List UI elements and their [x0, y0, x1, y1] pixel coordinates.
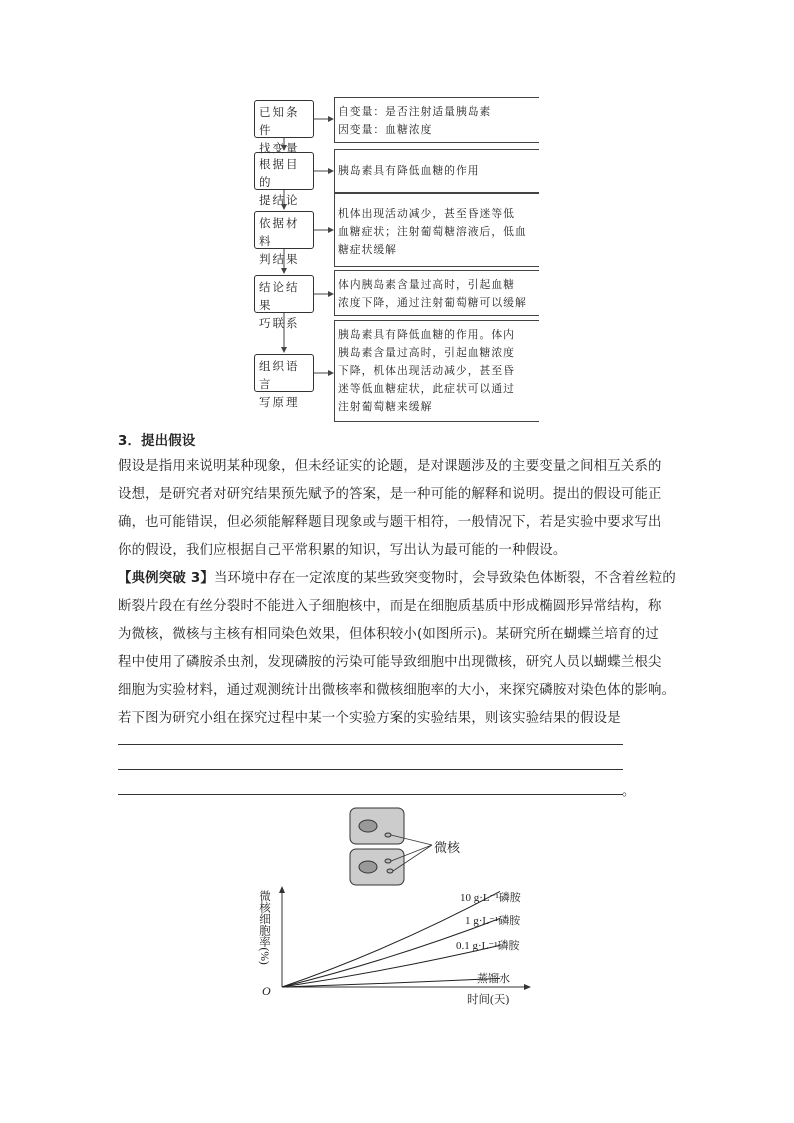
flow-step-5-line: 注射葡萄糖来缓解: [338, 400, 433, 413]
flow-step-5-line: 胰岛素具有降低血糖的作用。体内: [338, 328, 515, 341]
microkernel-label: 微核: [434, 840, 461, 855]
legend-series-3: 0.1 g·L⁻¹磷胺: [456, 940, 520, 952]
flow-step-4-title: 结论结果: [259, 280, 300, 312]
flow-step-5-line: 胰岛素含量过高时，引起血糖浓度: [338, 346, 515, 359]
example-line: 断裂片段在有丝分裂时不能进入子细胞核中，而是在细胞质基质中形成椭圆形异常结构，称: [118, 599, 662, 614]
flow-step-4-subtitle: 巧联系: [259, 316, 300, 330]
flow-step-4-line: 体内胰岛素含量过高时，引起血糖: [338, 278, 515, 291]
flow-step-4-line: 浓度下降，通过注射葡萄糖可以缓解: [338, 296, 527, 309]
answer-blank-2[interactable]: [118, 769, 623, 770]
series-line-4: [282, 978, 500, 987]
end-period: 。: [622, 784, 636, 799]
answer-blank-1[interactable]: [118, 744, 623, 745]
flow-step-2-subtitle: 提结论: [259, 193, 300, 207]
example-body: [118, 565, 678, 733]
flow-step-5-content: [338, 326, 543, 416]
flow-step-1-line: 因变量：血糖浓度: [338, 123, 433, 136]
section-heading: 3．提出假设: [118, 434, 196, 449]
flow-step-3-title: 依据材料: [259, 216, 300, 248]
section-line: 确，也可能错误，但必须能解释题目现象或与题干相符，一般情况下，若是实验中要求写出: [118, 515, 662, 530]
flow-step-3-line: 糖症状缓解: [338, 243, 397, 256]
example-tag: 【典例突破 3】: [118, 571, 214, 586]
flow-step-4-content: [338, 276, 543, 312]
flow-step-1-content: [338, 103, 543, 139]
legend-series-2: 1 g·L⁻¹磷胺: [465, 915, 521, 927]
flow-step-1-line: 自变量：是否注射适量胰岛素: [338, 105, 492, 118]
flow-step-2-content: [338, 162, 543, 180]
y-axis-label: 微核细胞率(%): [258, 890, 270, 965]
flow-step-1-title: 已知条件: [259, 105, 300, 137]
flow-step-2-title: 根据目的: [259, 157, 300, 189]
legend-series-4: 蒸馏水: [477, 973, 510, 985]
section-body: [118, 453, 678, 565]
flow-step-5-title: 组织语言: [259, 359, 300, 391]
example-line: 当环境中存在一定浓度的某些致突变物时，会导致染色体断裂，不含着丝粒的: [213, 571, 677, 586]
flow-step-5-line: 下降，机体出现活动减少，甚至昏: [338, 364, 515, 377]
origin-label: O: [262, 984, 271, 998]
example-line: 细胞为实验材料，通过观测统计出微核率和微核细胞率的大小，来探究磷胺对染色体的影响。: [118, 683, 676, 698]
flow-step-1-subtitle: 找变量: [259, 141, 300, 155]
x-axis-arrow: [524, 984, 531, 990]
flow-step-3-line: 血糖症状；注射葡萄糖溶液后，低血: [338, 225, 527, 238]
legend-series-1: 10 g·L⁻¹磷胺: [460, 892, 521, 904]
example-line: 程中使用了磷胺杀虫剂，发现磷胺的污染可能导致细胞中出现微核，研究人员以蝴蝶兰根尖: [118, 655, 662, 670]
example-line: 为微核，微核与主核有相同染色效果，但体积较小(如图所示)。某研究所在蝴蝶兰培育的过: [118, 627, 659, 642]
flow-step-5-line: 迷等低血糖症状，此症状可以通过: [338, 382, 515, 395]
section-line: 假设是指用来说明某种现象，但未经证实的论题，是对课题涉及的主要变量之间相互关系的: [118, 459, 662, 474]
example-line: 若下图为研究小组在探究过程中某一个实验方案的实验结果，则该实验结果的假设是: [118, 711, 621, 726]
flow-step-3-subtitle: 判结果: [259, 252, 300, 266]
flow-step-3-content: [338, 205, 543, 259]
section-line: 你的假设，我们应根据自己平常积累的知识，写出认为最可能的一种假设。: [118, 543, 567, 558]
y-axis-arrow: [279, 886, 285, 893]
flow-step-5-subtitle: 写原理: [259, 395, 300, 409]
answer-blank-3[interactable]: [118, 794, 623, 795]
flow-step-3-line: 机体出现活动减少，甚至昏迷等低: [338, 207, 515, 220]
flow-step-2-line: 胰岛素具有降低血糖的作用: [338, 164, 480, 177]
x-axis-label: 时间(天): [467, 994, 510, 1006]
section-line: 设想，是研究者对研究结果预先赋予的答案，是一种可能的解释和说明。提出的假设可能正: [118, 487, 662, 502]
